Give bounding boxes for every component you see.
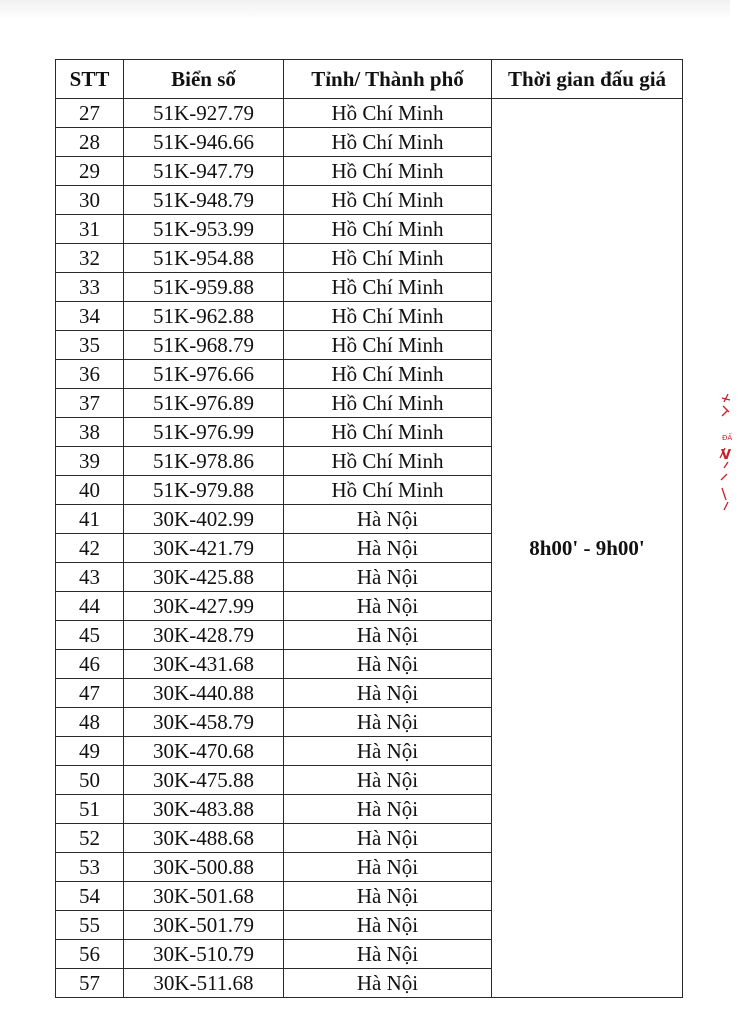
cell-plate: 51K-962.88 bbox=[124, 302, 284, 331]
header-province: Tỉnh/ Thành phố bbox=[284, 60, 492, 99]
stamp-letter: V bbox=[721, 448, 732, 463]
cell-plate: 51K-948.79 bbox=[124, 186, 284, 215]
cell-stt: 28 bbox=[56, 128, 124, 157]
cell-stt: 39 bbox=[56, 447, 124, 476]
cell-plate: 30K-428.79 bbox=[124, 621, 284, 650]
cell-plate: 30K-488.68 bbox=[124, 824, 284, 853]
cell-stt: 36 bbox=[56, 360, 124, 389]
red-seal-stamp bbox=[712, 388, 733, 513]
cell-province: Hồ Chí Minh bbox=[284, 99, 492, 128]
cell-plate: 30K-427.99 bbox=[124, 592, 284, 621]
cell-province: Hồ Chí Minh bbox=[284, 331, 492, 360]
cell-province: Hồ Chí Minh bbox=[284, 476, 492, 505]
cell-stt: 51 bbox=[56, 795, 124, 824]
header-stt: STT bbox=[56, 60, 124, 99]
cell-province: Hồ Chí Minh bbox=[284, 447, 492, 476]
cell-stt: 42 bbox=[56, 534, 124, 563]
cell-plate: 30K-440.88 bbox=[124, 679, 284, 708]
cell-stt: 57 bbox=[56, 969, 124, 998]
cell-plate: 30K-511.68 bbox=[124, 969, 284, 998]
cell-stt: 41 bbox=[56, 505, 124, 534]
cell-stt: 50 bbox=[56, 766, 124, 795]
cell-province: Hà Nội bbox=[284, 824, 492, 853]
cell-plate: 30K-475.88 bbox=[124, 766, 284, 795]
cell-province: Hồ Chí Minh bbox=[284, 215, 492, 244]
cell-stt: 27 bbox=[56, 99, 124, 128]
cell-stt: 55 bbox=[56, 911, 124, 940]
cell-stt: 38 bbox=[56, 418, 124, 447]
cell-province: Hà Nội bbox=[284, 505, 492, 534]
cell-stt: 45 bbox=[56, 621, 124, 650]
table-header-row bbox=[56, 60, 683, 99]
cell-stt: 33 bbox=[56, 273, 124, 302]
svg-text:ĐẤ: ĐẤ bbox=[722, 434, 733, 442]
cell-stt: 46 bbox=[56, 650, 124, 679]
cell-province: Hà Nội bbox=[284, 708, 492, 737]
cell-province: Hà Nội bbox=[284, 563, 492, 592]
cell-province: Hà Nội bbox=[284, 940, 492, 969]
header-plate: Biển số bbox=[124, 60, 284, 99]
cell-stt: 31 bbox=[56, 215, 124, 244]
cell-province: Hà Nội bbox=[284, 853, 492, 882]
cell-province: Hồ Chí Minh bbox=[284, 273, 492, 302]
cell-province: Hà Nội bbox=[284, 534, 492, 563]
cell-plate: 30K-501.79 bbox=[124, 911, 284, 940]
cell-stt: 56 bbox=[56, 940, 124, 969]
cell-province: Hà Nội bbox=[284, 621, 492, 650]
cell-province: Hồ Chí Minh bbox=[284, 360, 492, 389]
cell-province: Hồ Chí Minh bbox=[284, 186, 492, 215]
cell-stt: 49 bbox=[56, 737, 124, 766]
cell-plate: 30K-421.79 bbox=[124, 534, 284, 563]
cell-stt: 52 bbox=[56, 824, 124, 853]
license-plate-auction-table bbox=[55, 59, 683, 998]
cell-plate: 51K-946.66 bbox=[124, 128, 284, 157]
header-auction-time: Thời gian đấu giá bbox=[492, 60, 683, 99]
cell-plate: 30K-425.88 bbox=[124, 563, 284, 592]
cell-province: Hà Nội bbox=[284, 795, 492, 824]
cell-stt: 53 bbox=[56, 853, 124, 882]
cell-plate: 51K-959.88 bbox=[124, 273, 284, 302]
cell-stt: 44 bbox=[56, 592, 124, 621]
cell-plate: 51K-979.88 bbox=[124, 476, 284, 505]
cell-province: Hồ Chí Minh bbox=[284, 389, 492, 418]
cell-stt: 32 bbox=[56, 244, 124, 273]
cell-plate: 30K-483.88 bbox=[124, 795, 284, 824]
cell-plate: 51K-976.89 bbox=[124, 389, 284, 418]
cell-plate: 51K-976.66 bbox=[124, 360, 284, 389]
cell-plate: 51K-976.99 bbox=[124, 418, 284, 447]
cell-stt: 47 bbox=[56, 679, 124, 708]
cell-plate: 51K-947.79 bbox=[124, 157, 284, 186]
cell-plate: 30K-501.68 bbox=[124, 882, 284, 911]
cell-auction-time: 8h00' - 9h00' bbox=[492, 99, 683, 998]
cell-province: Hà Nội bbox=[284, 650, 492, 679]
cell-plate: 30K-510.79 bbox=[124, 940, 284, 969]
cell-province: Hà Nội bbox=[284, 969, 492, 998]
cell-province: Hồ Chí Minh bbox=[284, 302, 492, 331]
cell-province: Hà Nội bbox=[284, 592, 492, 621]
cell-province: Hà Nội bbox=[284, 737, 492, 766]
cell-plate: 30K-402.99 bbox=[124, 505, 284, 534]
cell-province: Hà Nội bbox=[284, 911, 492, 940]
cell-stt: 29 bbox=[56, 157, 124, 186]
cell-stt: 43 bbox=[56, 563, 124, 592]
cell-province: Hồ Chí Minh bbox=[284, 128, 492, 157]
cell-stt: 40 bbox=[56, 476, 124, 505]
cell-province: Hà Nội bbox=[284, 679, 492, 708]
cell-stt: 48 bbox=[56, 708, 124, 737]
cell-stt: 37 bbox=[56, 389, 124, 418]
cell-province: Hà Nội bbox=[284, 766, 492, 795]
cell-stt: 30 bbox=[56, 186, 124, 215]
cell-plate: 51K-978.86 bbox=[124, 447, 284, 476]
cell-plate: 51K-968.79 bbox=[124, 331, 284, 360]
cell-plate: 30K-431.68 bbox=[124, 650, 284, 679]
cell-plate: 51K-927.79 bbox=[124, 99, 284, 128]
cell-province: Hồ Chí Minh bbox=[284, 244, 492, 273]
cell-stt: 35 bbox=[56, 331, 124, 360]
table-body bbox=[56, 99, 683, 998]
cell-plate: 51K-954.88 bbox=[124, 244, 284, 273]
cell-province: Hồ Chí Minh bbox=[284, 157, 492, 186]
table-row bbox=[56, 99, 683, 128]
cell-stt: 34 bbox=[56, 302, 124, 331]
cell-plate: 30K-458.79 bbox=[124, 708, 284, 737]
scan-top-shading bbox=[0, 0, 730, 20]
cell-province: Hồ Chí Minh bbox=[284, 418, 492, 447]
cell-province: Hà Nội bbox=[284, 882, 492, 911]
cell-stt: 54 bbox=[56, 882, 124, 911]
cell-plate: 30K-470.68 bbox=[124, 737, 284, 766]
cell-plate: 51K-953.99 bbox=[124, 215, 284, 244]
cell-plate: 30K-500.88 bbox=[124, 853, 284, 882]
